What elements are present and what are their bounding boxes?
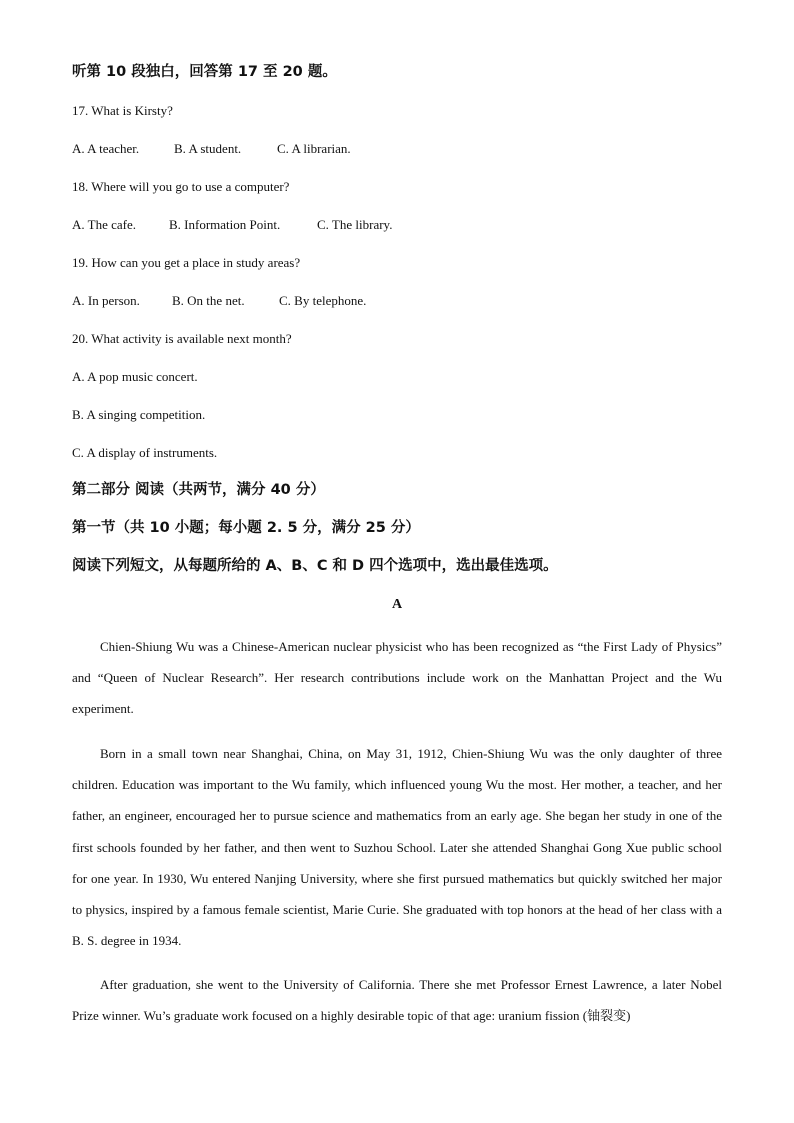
option-a: A. In person. [72, 293, 140, 308]
passage-paragraph: Born in a small town near Shanghai, China, on May 31, 1912, Chien-Shiung Wu was the only daughter of three children. Education was important to the Wu family, which influenced young Wu the most. Her mother, a teacher, and her father, an engineer, encouraged her to pursue science and mathematics from an early age. She began her study in one of the first schools founded by her father, and then went to Suzhou School. Later she attended Shanghai Gong Xue public school for one year. In 1930, Wu entered Nanjing University, where she first pursued mathematics but quickly switched her major to physics, inspired by a famous female scientist, Marie Curie. She graduated with top honors at the head of her class with a B. S. degree in 1934. [72, 746, 722, 949]
question-options [72, 293, 366, 309]
question-options [72, 141, 351, 157]
question-stem: 19. How can you get a place in study areas? [72, 255, 301, 270]
section-header: 听第 10 段独白，回答第 17 至 20 题。 [72, 64, 337, 80]
option-b: B. Information Point. [169, 217, 281, 232]
reading-instruction: 阅读下列短文，从每题所给的 A、B、C 和 D 四个选项中，选出最佳选项。 [72, 558, 558, 574]
option-b: B. On the net. [172, 293, 245, 308]
option-c: C. By telephone. [279, 293, 367, 308]
option-a: A. A pop music concert. [72, 369, 198, 384]
option-c: C. A display of instruments. [72, 445, 218, 460]
passage-label: A [391, 597, 403, 612]
option-b: B. A singing competition. [72, 407, 206, 422]
question-options [72, 217, 392, 233]
passage-paragraph: After graduation, she went to the University of California. There she met Professor Ernest Lawrence, a later Nobel Prize winner. Wu’s graduate work focused on a highly desirable topic of that age: uranium fission (铀裂变) [72, 977, 722, 1024]
question-stem: 17. What is Kirsty? [72, 103, 173, 118]
option-b: B. A student. [174, 141, 242, 156]
question-stem: 18. Where will you go to use a computer? [72, 179, 290, 194]
option-a: A. The cafe. [72, 217, 137, 232]
passage-paragraph: Chien-Shiung Wu was a Chinese-American nuclear physicist who has been recognized as “the First Lady of Physics” and “Queen of Nuclear Research”. Her research contributions include work on the Manhattan Project and the Wu experiment. [72, 639, 722, 717]
option-c: C. A librarian. [277, 141, 351, 156]
question-stem: 20. What activity is available next month? [72, 331, 292, 346]
section-one-heading: 第一节（共 10 小题；每小题 2. 5 分，满分 25 分） [72, 520, 420, 536]
part-two-heading: 第二部分 阅读（共两节，满分 40 分） [72, 482, 325, 498]
option-c: C. The library. [317, 217, 393, 232]
option-a: A. A teacher. [72, 141, 140, 156]
